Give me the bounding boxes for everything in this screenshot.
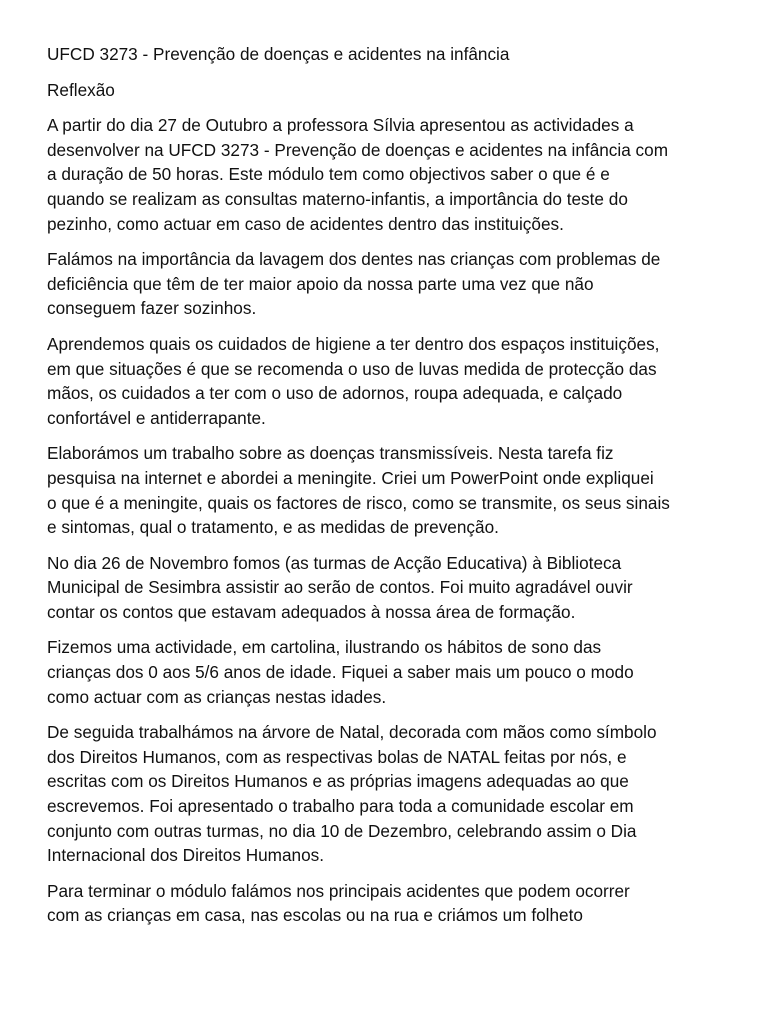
paragraph-line: Para terminar o módulo falámos nos principais acidentes que podem ocorrer [47,880,630,901]
paragraph-line: conseguem fazer sozinhos. [47,298,257,319]
paragraph-line: escrevemos. Foi apresentado o trabalho para toda a comunidade escolar em [47,796,634,817]
paragraph-line: Aprendemos quais os cuidados de higiene a ter dentro dos espaços instituições, [47,333,660,354]
paragraph-line: Internacional dos Direitos Humanos. [47,845,325,866]
paragraph-7 [47,720,737,868]
paragraph-line: o que é a meningite, quais os factores de risco, como se transmite, os seus sinais [47,492,670,513]
paragraph-line: a duração de 50 horas. Este módulo tem como objectivos saber o que é e [47,164,610,185]
paragraph-line: com as crianças em casa, nas escolas ou na rua e criámos um folheto [47,905,583,926]
paragraph-line: como actuar com as crianças nestas idades. [47,686,387,707]
paragraph-3 [47,332,737,430]
paragraph-5 [47,551,737,625]
paragraph-line: Falámos na importância da lavagem dos dentes nas crianças com problemas de [47,249,661,270]
paragraph-line: conjunto com outras turmas, no dia 10 de Dezembro, celebrando assim o Dia [47,820,637,841]
paragraph-line: pesquisa na internet e abordei a meningite. Criei um PowerPoint onde expliquei [47,467,654,488]
paragraph-line: No dia 26 de Novembro fomos (as turmas de Acção Educativa) à Biblioteca [47,552,622,573]
paragraph-line: e sintomas, qual o tratamento, e as medidas de prevenção. [47,517,499,538]
document-title: UFCD 3273 - Prevenção de doenças e acidentes na infância [47,44,510,64]
paragraph-line: quando se realizam as consultas materno-infantis, a importância do teste do [47,188,628,209]
paragraph-line: confortável e antiderrapante. [47,407,266,428]
paragraph-line: pezinho, como actuar em caso de acidentes dentro das instituições. [47,213,564,234]
paragraph-line: deficiência que têm de ter maior apoio da nossa parte uma vez que não [47,273,594,294]
paragraph-6 [47,635,737,709]
paragraph-8 [47,879,737,928]
paragraph-line: crianças dos 0 aos 5/6 anos de idade. Fiquei a saber mais um pouco o modo [47,662,634,683]
paragraph-line: mãos, os cuidados a ter com o uso de adornos, roupa adequada, e calçado [47,383,623,404]
paragraph-line: Municipal de Sesimbra assistir ao serão de contos. Foi muito agradável ouvir [47,577,633,598]
paragraph-line: desenvolver na UFCD 3273 - Prevenção de doenças e acidentes na infância com [47,139,669,160]
paragraph-line: De seguida trabalhámos na árvore de Natal, decorada com mãos como símbolo [47,722,657,743]
paragraph-4 [47,441,737,539]
paragraph-1 [47,113,737,236]
document-page [47,42,737,939]
paragraph-line: dos Direitos Humanos, com as respectivas bolas de NATAL feitas por nós, e [47,746,627,767]
paragraph-line: Fizemos uma actividade, em cartolina, ilustrando os hábitos de sono das [47,637,602,658]
paragraph-2 [47,247,737,321]
paragraph-line: Elaborámos um trabalho sobre as doenças transmissíveis. Nesta tarefa fiz [47,443,614,464]
paragraph-line: contar os contos que estavam adequados à nossa área de formação. [47,601,576,622]
paragraph-line: escritas com os Direitos Humanos e as próprias imagens adequadas ao que [47,771,629,792]
paragraph-line: em que situações é que se recomenda o uso de luvas medida de protecção das [47,358,657,379]
document-subtitle: Reflexão [47,79,115,100]
paragraph-line: A partir do dia 27 de Outubro a professora Sílvia apresentou as actividades a [47,115,634,136]
